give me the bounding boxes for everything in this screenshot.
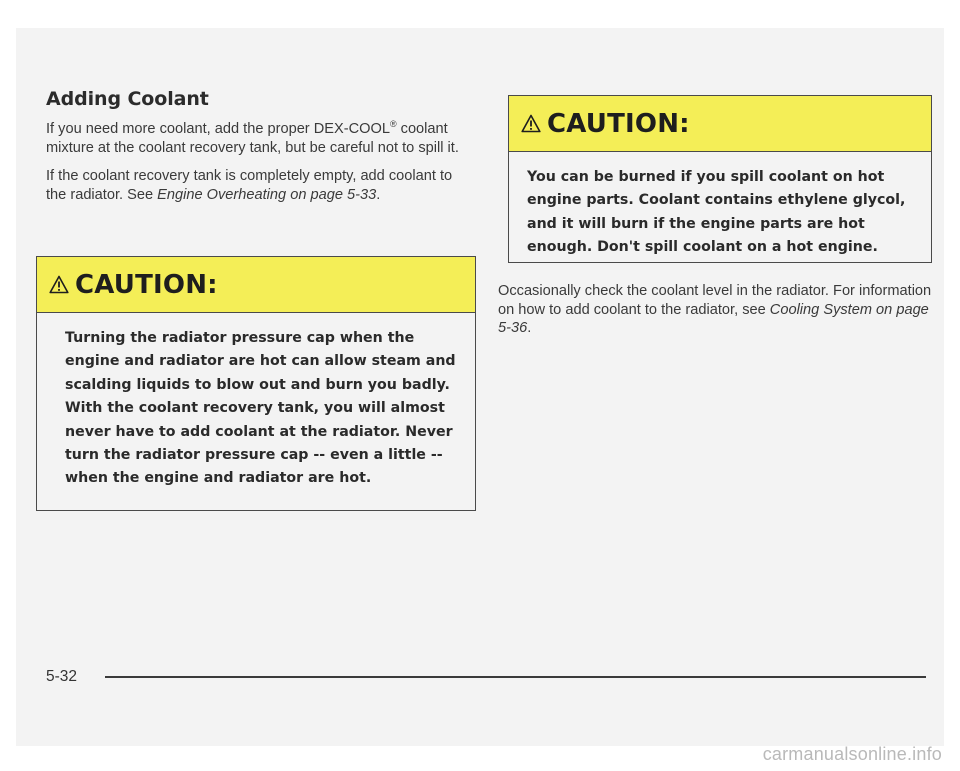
caution-title: CAUTION: [547, 108, 690, 139]
watermark: carmanualsonline.info [762, 744, 942, 764]
caution-text: Turning the radiator pressure cap when the engine and radiator are hot can allow steam and scalding liquids to blow out and burn you badly. With the coolant recovery tank, you will almost never have to add coolant at the radiator. Never turn the radiator pressure cap -- even a little -- when the engine and radiator are hot. [65, 330, 456, 487]
reference-cooling-system: Cooling System on page 5-36 [498, 301, 929, 336]
page-footer [46, 668, 926, 686]
paragraph-more-coolant: If you need more coolant, add the proper DEX-COOL® coolant mixture at the coolant recovery tank, but be careful not to spill it. [46, 119, 459, 156]
reference-engine-overheating: Engine Overheating on page 5-33 [157, 186, 377, 203]
caution-box-radiator-cap [36, 256, 476, 511]
warning-triangle-icon [521, 114, 541, 133]
caution-text: You can be burned if you spill coolant on hot engine parts. Coolant contains ethylene glycol, and it will burn if the engine parts are hot enough. Don't spill coolant on a hot engine. [527, 169, 906, 256]
caution-header [509, 96, 931, 152]
page-number: 5-32 [46, 668, 78, 685]
section-heading: Adding Coolant [46, 88, 209, 110]
footer-rule [105, 676, 926, 678]
paragraph-empty-tank: If the coolant recovery tank is completely empty, add coolant to the radiator. See Engine Overheating on page 5-33. [46, 168, 453, 203]
warning-triangle-icon [49, 275, 69, 294]
caution-title: CAUTION: [75, 269, 218, 300]
caution-header [37, 257, 475, 313]
paragraph-check-level: Occasionally check the coolant level in the radiator. For information on how to add coolant to the radiator, see Cooling System on page 5-36. [498, 283, 932, 336]
registered-mark: ® [389, 119, 397, 129]
caution-box-spill-coolant [508, 95, 932, 263]
right-column [498, 282, 934, 348]
left-column [46, 88, 476, 214]
